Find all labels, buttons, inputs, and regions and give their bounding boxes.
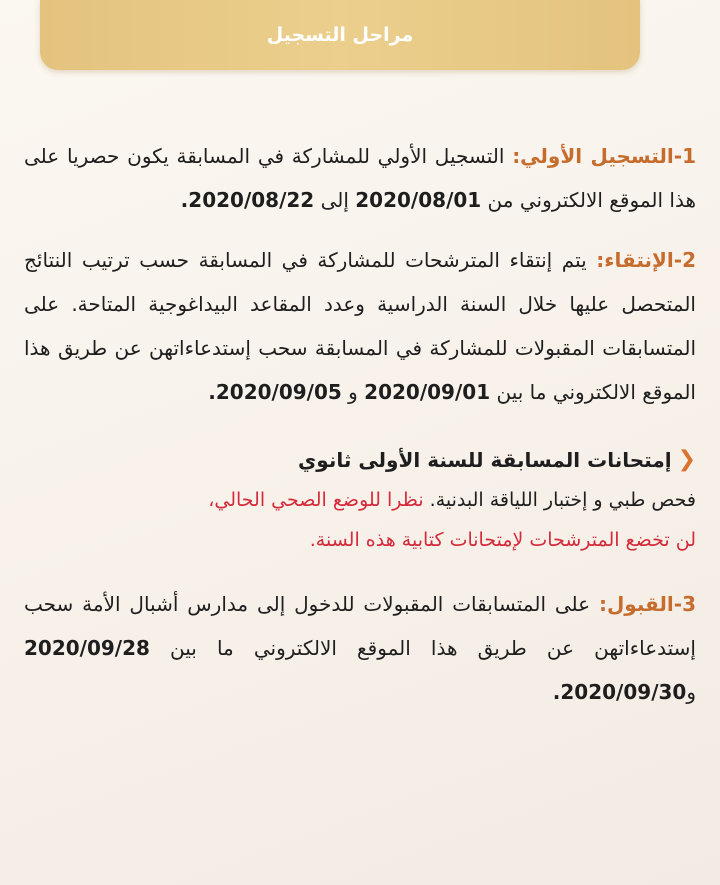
exams-subsection: [24, 440, 696, 560]
date-from: 2020/09/01: [364, 380, 491, 404]
subsection-line-1: [24, 480, 696, 520]
date-to: 2020/08/22.: [180, 188, 315, 212]
content: [24, 120, 696, 714]
date-from: 2020/08/01: [355, 188, 482, 212]
section-text: على المتسابقات المقبولات للدخول إلى مدارس أشبال الأمة سحب إستدعاءاتهن عن طريق هذا الموقع الالكتروني ما بين: [24, 592, 696, 660]
health-notice-2: لن تخضع المترشحات لإمتحانات كتابية هذه السنة.: [309, 529, 696, 551]
section-text-middle: إلى: [314, 188, 356, 212]
date-to: 2020/09/30.: [552, 680, 687, 704]
section-acceptance: [24, 582, 696, 714]
date-to: 2020/09/05.: [208, 380, 342, 404]
subsection-title: إمتحانات المسابقة للسنة الأولى ثانوي: [297, 448, 672, 472]
section-initial-registration: [24, 134, 696, 222]
page-title: مراحل التسجيل: [266, 24, 414, 46]
section-label: 3-القبول:: [598, 592, 696, 616]
chevron-left-icon: ❮: [677, 447, 696, 472]
health-notice-1: نظرا للوضع الصحي الحالي،: [208, 489, 424, 511]
section-text-middle: و: [686, 680, 696, 704]
section-text-middle: و: [341, 380, 365, 404]
section-selection: [24, 238, 696, 414]
section-text: التسجيل الأولي للمشاركة في المسابقة يكون حصريا على هذا الموقع الالكتروني من: [24, 144, 696, 212]
section-text: يتم إنتقاء المترشحات للمشاركة في المسابقة حسب ترتيب النتائج المتحصل عليها خلال السنة الدراسية وعدد المقاعد البيداغوجية المتاحة. على المتسابقات المقبولات للمشاركة في المسابقة سحب إستدعاءاتهن عن طريق هذا الموقع الالكتروني ما بين: [24, 248, 696, 404]
date-from: 2020/09/28: [24, 636, 150, 660]
exams-text: فحص طبي و إختبار اللياقة البدنية.: [423, 489, 696, 511]
section-label: 1-التسجيل الأولي:: [512, 144, 696, 168]
subsection-heading: [24, 440, 696, 480]
section-label: 2-الإنتقاء:: [596, 248, 696, 272]
header-banner: [40, 0, 640, 70]
